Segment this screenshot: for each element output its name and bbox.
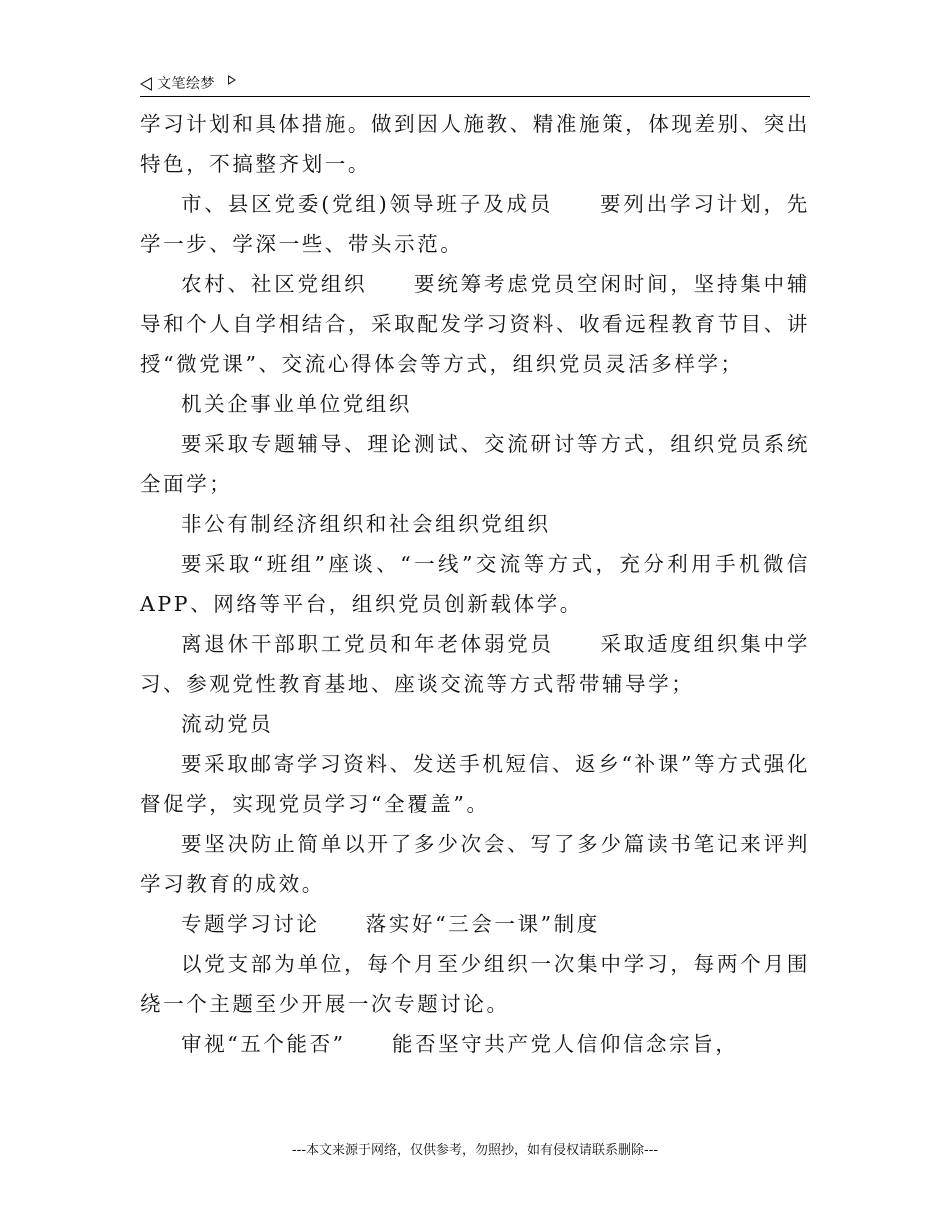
paragraph: 审视“五个能否” 能否坚守共产党人信仰信念宗旨， — [181, 1032, 739, 1056]
paragraph: 要采取专题辅导、理论测试、交流研讨等方式，组织党员系统全面学； — [140, 432, 810, 496]
paragraph: 机关企事业单位党组织 — [181, 392, 412, 416]
paragraph: 以党支部为单位，每个月至少组织一次集中学习，每两个月围绕一个主题至少开展一次专题讨论。 — [140, 952, 810, 1016]
page-footer: ---本文来源于网络，仅供参考，勿照抄，如有侵权请联系删除--- — [291, 1143, 659, 1158]
document-body — [140, 104, 810, 1064]
header-divider — [140, 96, 810, 97]
paragraph: 非公有制经济组织和社会组织党组织 — [181, 512, 551, 536]
header-brand: 文笔绘梦 — [157, 76, 215, 92]
paragraph: 要采取邮寄学习资料、发送手机短信、返乡“补课”等方式强化督促学，实现党员学习“全覆盖”。 — [140, 752, 810, 816]
paragraph: 学习计划和具体措施。做到因人施教、精准施策，体现差别、突出特色，不搞整齐划一。 — [140, 112, 810, 176]
paragraph: 专题学习讨论 落实好“三会一课”制度 — [181, 912, 600, 936]
page-header — [140, 72, 810, 98]
paragraph: 市、县区党委(党组)领导班子及成员 要列出学习计划，先学一步、学深一些、带头示范。 — [140, 192, 810, 256]
triangle-left-icon — [140, 77, 152, 91]
paragraph: 离退休干部职工党员和年老体弱党员 采取适度组织集中学习、参观党性教育基地、座谈交流等方式帮带辅导学； — [140, 632, 810, 696]
paragraph: 要采取“班组”座谈、“一线”交流等方式，充分利用手机微信APP、网络等平台，组织党员创新载体学。 — [140, 552, 810, 616]
paragraph: 流动党员 — [181, 712, 274, 736]
paragraph: 要坚决防止简单以开了多少次会、写了多少篇读书笔记来评判学习教育的成效。 — [140, 832, 810, 896]
triangle-right-icon — [228, 75, 236, 85]
paragraph: 农村、社区党组织 要统筹考虑党员空闲时间，坚持集中辅导和个人自学相结合，采取配发学习资料、收看远程教育节目、讲授“微党课”、交流心得体会等方式，组织党员灵活多样学； — [140, 272, 810, 376]
